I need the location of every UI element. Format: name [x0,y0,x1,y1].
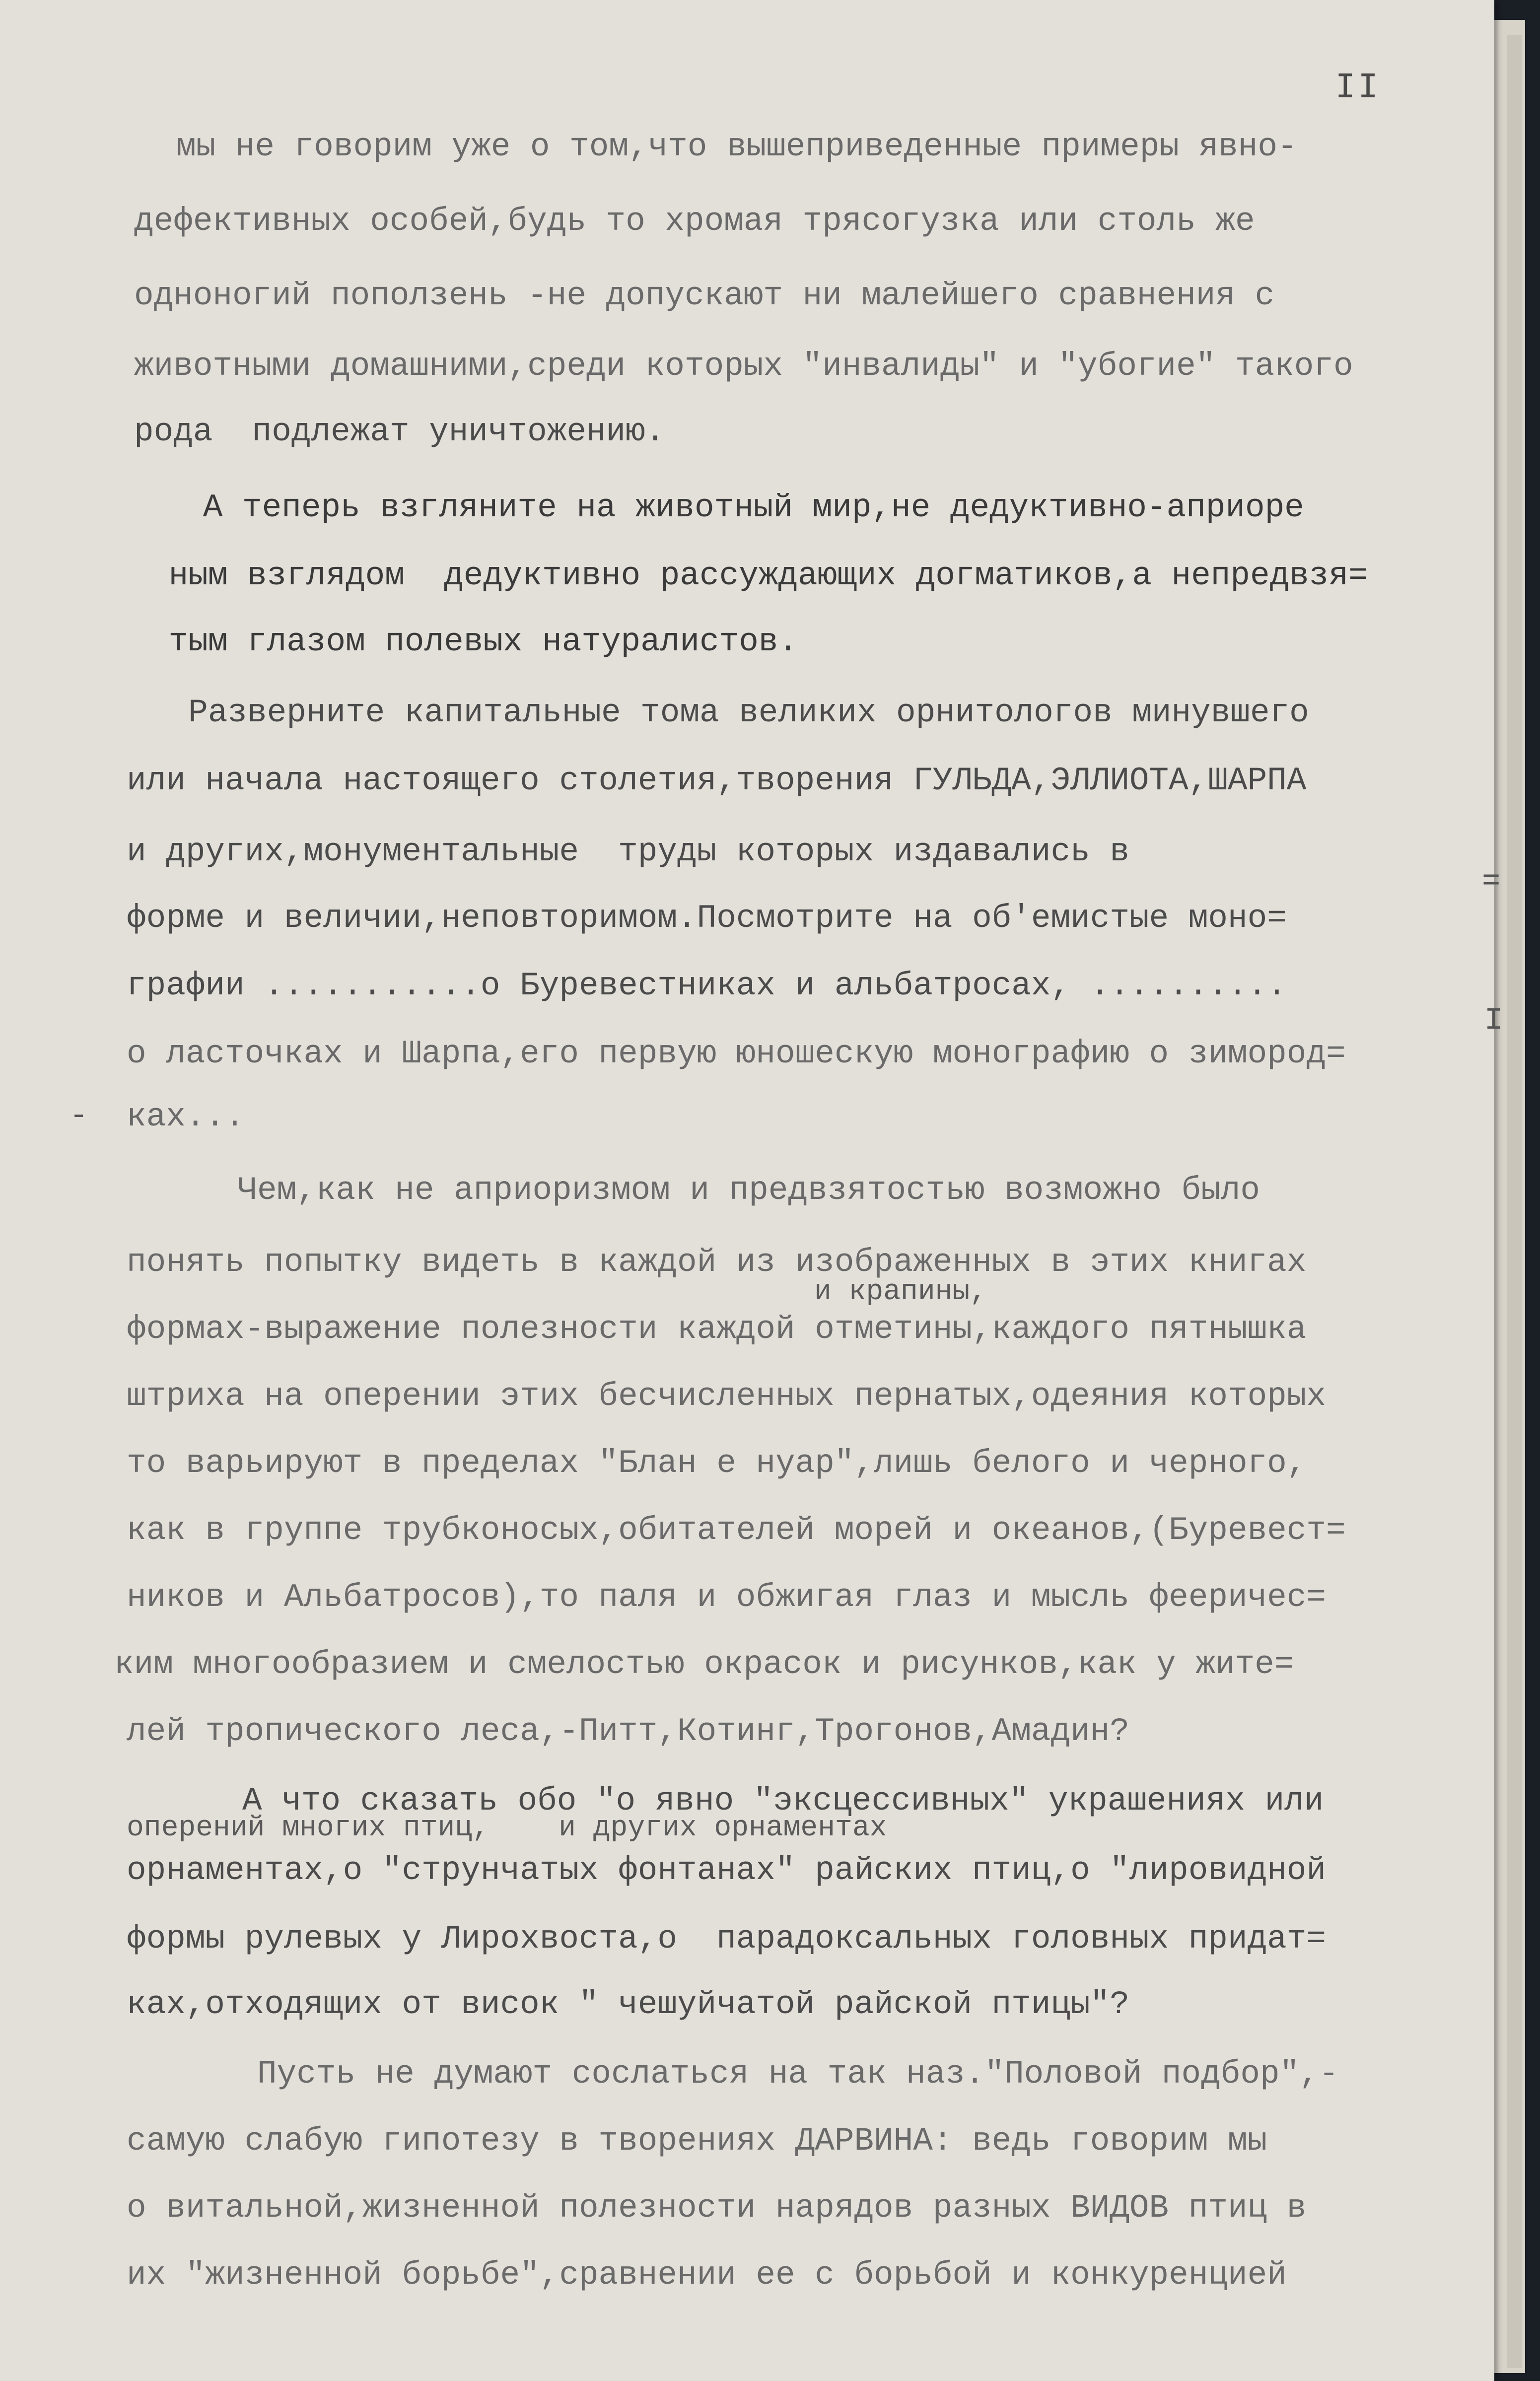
text-line: формы рулевых у Лирохвоста,о парадоксальных головных придат= [127,1920,1326,1958]
text-line: самую слабую гипотезу в творениях ДАРВИНА: ведь говорим мы [127,2122,1267,2160]
text-line: штриха на оперении этих бесчисленных пернатых,одеяния которых [127,1378,1326,1415]
text-line: Пусть не думают сослаться на так наз."Половой подбор",- [159,2055,1339,2093]
text-line: то варьируют в пределах "Блан е нуар",лишь белого и черного, [127,1445,1307,1482]
text-line: мы не говорим уже о том,что вышеприведенные примеры явно- [176,128,1297,165]
text-line: о ласточках и Шарпа,его первую юношескую монографию о зимород= [127,1035,1346,1072]
margin-mark: - [70,1098,88,1133]
handwritten-insert: и крапины, [814,1276,987,1308]
text-line: графии ...........о Буревестниках и альбатросах, .......... [127,967,1287,1004]
text-line: тым глазом полевых натуралистов. [149,623,798,660]
text-line: или начала настоящего столетия,творения ГУЛЬДА,ЭЛЛИОТА,ШАРПА [127,762,1307,799]
text-line: о витальной,жизненной полезности нарядов разных ВИДОВ птиц в [127,2189,1307,2227]
margin-mark: I [1484,1003,1503,1038]
text-line: ким многообразием и смелостью окрасок и рисунков,как у жите= [114,1646,1294,1683]
text-line: и других,монументальные труды которых издавались в [127,833,1129,870]
text-line: как в группе трубконосых,обитателей морей и океанов,(Буревест= [127,1512,1346,1549]
typed-insert: оперений многих птиц, и других орнаментах [127,1812,887,1844]
text-line: А теперь взгляните на животный мир,не дедуктивно-априорe [144,489,1304,526]
text-line: понять попытку видеть в каждой из изображенных в этих книгах [127,1244,1307,1281]
text-line: ным взглядом дедуктивно рассуждающих догматиков,а непредвзя= [149,557,1368,594]
text-line: дефективных особей,будь то хромая трясогузка или столь же [134,203,1255,240]
text-line: одноногий поползень -не допускают ни малейшего сравнения с [134,277,1275,314]
text-line: ников и Альбатросов),то паля и обжигая глаз и мысль фееричес= [127,1579,1326,1616]
margin-mark: = [1482,864,1501,899]
text-line: Разверните капитальные тома великих орнитологов минувшего [149,694,1309,731]
text-line: Чем,как не априоризмом и предвзятостью возможно было [159,1172,1260,1209]
page-number: II [1335,67,1381,105]
text-line: их "жизненной борьбе",сравнении ее с борьбой и конкуренцией [127,2256,1287,2294]
text-line: рода подлежат уничтожению. [134,413,665,450]
text-line: орнаментах,о "струнчатых фонтанах" райских птиц,о "лировидной [127,1852,1326,1889]
text-line: ках... [127,1098,245,1135]
text-line: лей тропического леса,-Питт,Котинг,Трогонов,Амадин? [127,1713,1129,1750]
next-sheet-edge-shadow [1507,35,1522,2368]
text-line: ках,отходящих от висок " чешуйчатой райской птицы"? [127,1986,1129,2023]
text-line: формах-выражение полезности каждой отметины,каждого пятнышка [127,1311,1307,1348]
text-line: животными домашними,среди которых "инвалиды" и "убогие" такого [134,348,1353,385]
text-line: А что сказать обо "о явно "эксцессивных" украшениях или [144,1782,1324,1820]
text-line: форме и величии,неповторимом.Посмотрите на об'емистые моно= [127,900,1287,937]
